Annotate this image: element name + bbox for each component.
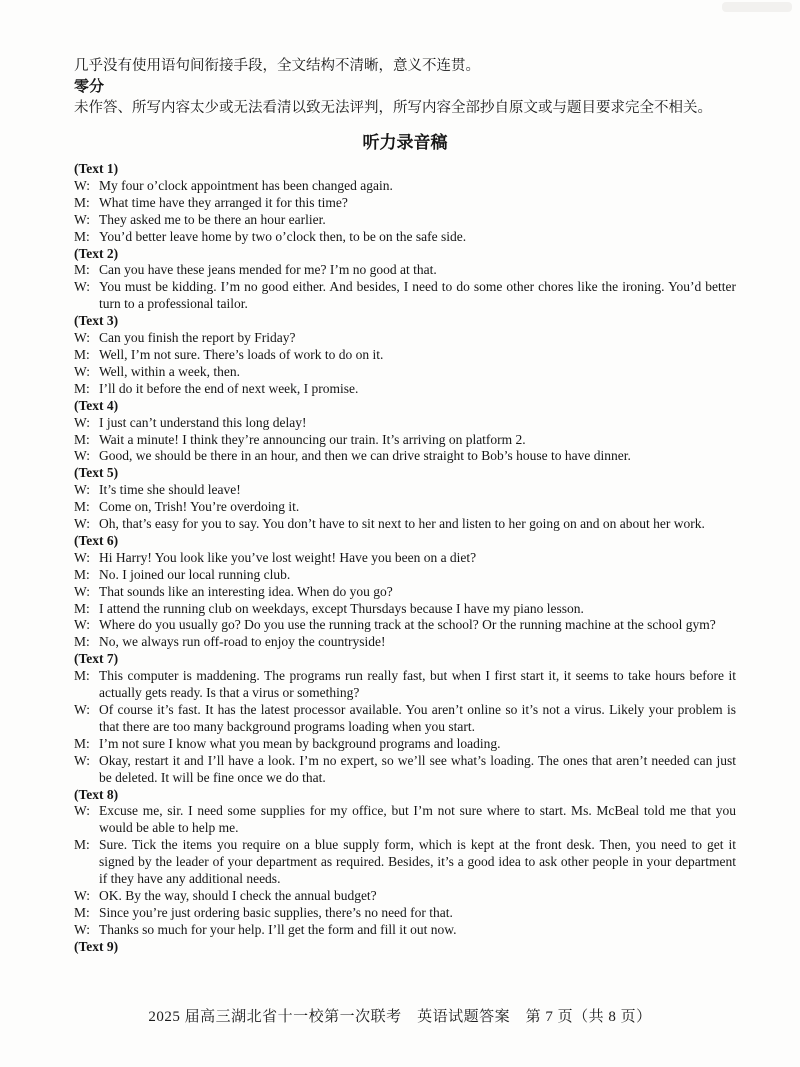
transcript-section	[74, 787, 736, 939]
speaker-label: W:	[74, 516, 90, 532]
dialogue-line: W: Thanks so much for your help. I’ll get the form and fill it out now.	[74, 921, 457, 937]
transcript-title: 听力录音稿	[362, 133, 448, 152]
dialogue-line: W: Oh, that’s easy for you to say. You don’t have to sit next to her and listen to her going on and on about her work.	[74, 516, 705, 532]
rubric-line: 几乎没有使用语句间衔接手段，全文结构不清晰，意义不连贯。	[74, 58, 480, 74]
speaker-label: M:	[74, 346, 90, 362]
dialogue-line: M: I’m not sure I know what you mean by background programs and loading.	[74, 735, 501, 751]
transcript-section	[74, 398, 736, 466]
speaker-label: M:	[74, 634, 90, 650]
dialogue-line: M: I’ll do it before the end of next week, I promise.	[74, 380, 359, 396]
speaker-label: W:	[74, 803, 90, 819]
text-section-label: (Text 2)	[74, 245, 119, 261]
dialogue-line: W: Okay, restart it and I’ll have a look. I’m no expert, so we’ll see what’s loading. The ones that aren’t needed can just be deleted. It will be fine once we do that.	[74, 752, 736, 785]
speaker-label: W:	[74, 583, 90, 599]
speaker-label: W:	[74, 482, 90, 498]
transcript-section	[74, 465, 736, 533]
dialogue-line: M: No, we always run off-road to enjoy the countryside!	[74, 634, 386, 650]
dialogue-line: W: They asked me to be there an hour earlier.	[74, 211, 326, 227]
speaker-label: M:	[74, 735, 90, 751]
speaker-label: W:	[74, 549, 90, 565]
text-section-label: (Text 4)	[74, 397, 119, 413]
scan-artifact	[722, 2, 792, 12]
speaker-label: M:	[74, 566, 90, 582]
speaker-label: W:	[74, 702, 90, 717]
dialogue-line: M: No. I joined our local running club.	[74, 566, 291, 582]
speaker-label: M:	[74, 262, 90, 278]
dialogue-line: W: Can you finish the report by Friday?	[74, 330, 296, 346]
transcript-section	[74, 246, 736, 314]
speaker-label: W:	[74, 363, 90, 379]
transcript-section	[74, 939, 736, 956]
dialogue-line: M: What time have they arranged it for this time?	[74, 194, 348, 210]
zero-score-heading: 零分	[74, 79, 105, 95]
dialogue-line: W: It’s time she should leave!	[74, 482, 241, 498]
speaker-label: M:	[74, 380, 90, 396]
page-footer: 2025 届高三湖北省十一校第一次联考 英语试题答案 第 7 页（共 8 页）	[148, 1009, 652, 1025]
text-section-label: (Text 7)	[74, 651, 119, 667]
dialogue-line: W: My four o’clock appointment has been changed again.	[74, 177, 393, 193]
text-section-label: (Text 1)	[74, 161, 119, 176]
dialogue-line: W: Hi Harry! You look like you’ve lost weight! Have you been on a diet?	[74, 549, 477, 565]
dialogue-line: W: OK. By the way, should I check the annual budget?	[74, 887, 377, 903]
speaker-label: W:	[74, 921, 90, 937]
dialogue-line: W: Where do you usually go? Do you use the running track at the school? Or the running machine at the school gym?	[74, 617, 716, 633]
transcript-section	[74, 313, 736, 398]
dialogue-line: W: Good, we should be there in an hour, and then we can drive straight to Bob’s house to have dinner.	[74, 448, 631, 464]
transcript-section	[74, 161, 736, 246]
dialogue-line: W: Well, within a week, then.	[74, 363, 240, 379]
transcript-section	[74, 651, 736, 786]
speaker-label: W:	[74, 279, 90, 295]
speaker-label: M:	[74, 600, 90, 616]
speaker-label: W:	[74, 887, 90, 903]
text-section-label: (Text 5)	[74, 465, 119, 481]
dialogue-line: W: You must be kidding. I’m no good either. And besides, I need to do some other chores like the ironing. You’d better turn to a professional tailor.	[74, 279, 736, 312]
dialogue-line: W: I just can’t understand this long delay!	[74, 414, 307, 430]
dialogue-line: M: Well, I’m not sure. There’s loads of work to do on it.	[74, 346, 384, 362]
dialogue-line: W: Of course it’s fast. It has the latest processor available. You aren’t online so it’s not a virus. Likely your problem is that there are too many background programs loading when you start.	[74, 702, 736, 734]
dialogue-line: M: This computer is maddening. The programs run really fast, but when I first start it, it seems to take hours before it actually gets ready. Is that a virus or something?	[74, 668, 736, 701]
speaker-label: W:	[74, 330, 90, 346]
dialogue-line: W: Excuse me, sir. I need some supplies for my office, but I’m not sure where to start. Ms. McBeal told me that you would be able to help me.	[74, 803, 736, 836]
zero-score-description: 未作答、所写内容太少或无法看清以致无法评判，所写内容全部抄自原文或与题目要求完全不相关。	[74, 100, 712, 116]
transcript-section	[74, 533, 736, 651]
dialogue-line: M: Can you have these jeans mended for me? I’m no good at that.	[74, 262, 437, 278]
dialogue-line: M: Wait a minute! I think they’re announcing our train. It’s arriving on platform 2.	[74, 431, 526, 447]
speaker-label: W:	[74, 211, 90, 227]
speaker-label: M:	[74, 431, 90, 447]
speaker-label: W:	[74, 448, 90, 464]
dialogue-line: M: You’d better leave home by two o’clock then, to be on the safe side.	[74, 228, 467, 244]
speaker-label: W:	[74, 414, 90, 430]
dialogue-line: M: I attend the running club on weekdays, except Thursdays because I have my piano lesson.	[74, 600, 584, 616]
speaker-label: M:	[74, 228, 90, 244]
text-section-label: (Text 8)	[74, 786, 119, 802]
dialogue-line: W: That sounds like an interesting idea. When do you go?	[74, 583, 393, 599]
speaker-label: M:	[74, 904, 90, 920]
speaker-label: W:	[74, 177, 90, 193]
speaker-label: M:	[74, 837, 90, 853]
text-section-label: (Text 9)	[74, 938, 119, 954]
speaker-label: M:	[74, 668, 90, 684]
text-section-label: (Text 3)	[74, 313, 119, 329]
dialogue-line: M: Sure. Tick the items you require on a blue supply form, which is kept at the front desk. Then, you need to get it signed by the leader of your department as required. Besides, it’s a good idea to ask other people in your department if they have any additional needs.	[74, 837, 736, 887]
speaker-label: W:	[74, 617, 90, 633]
speaker-label: M:	[74, 194, 90, 210]
dialogue-line: M: Since you’re just ordering basic supplies, there’s no need for that.	[74, 904, 453, 920]
speaker-label: W:	[74, 752, 90, 768]
scoring-rubric	[74, 56, 736, 119]
listening-transcript	[74, 161, 736, 956]
speaker-label: M:	[74, 499, 90, 515]
dialogue-line: M: Come on, Trish! You’re overdoing it.	[74, 499, 300, 515]
text-section-label: (Text 6)	[74, 532, 119, 548]
